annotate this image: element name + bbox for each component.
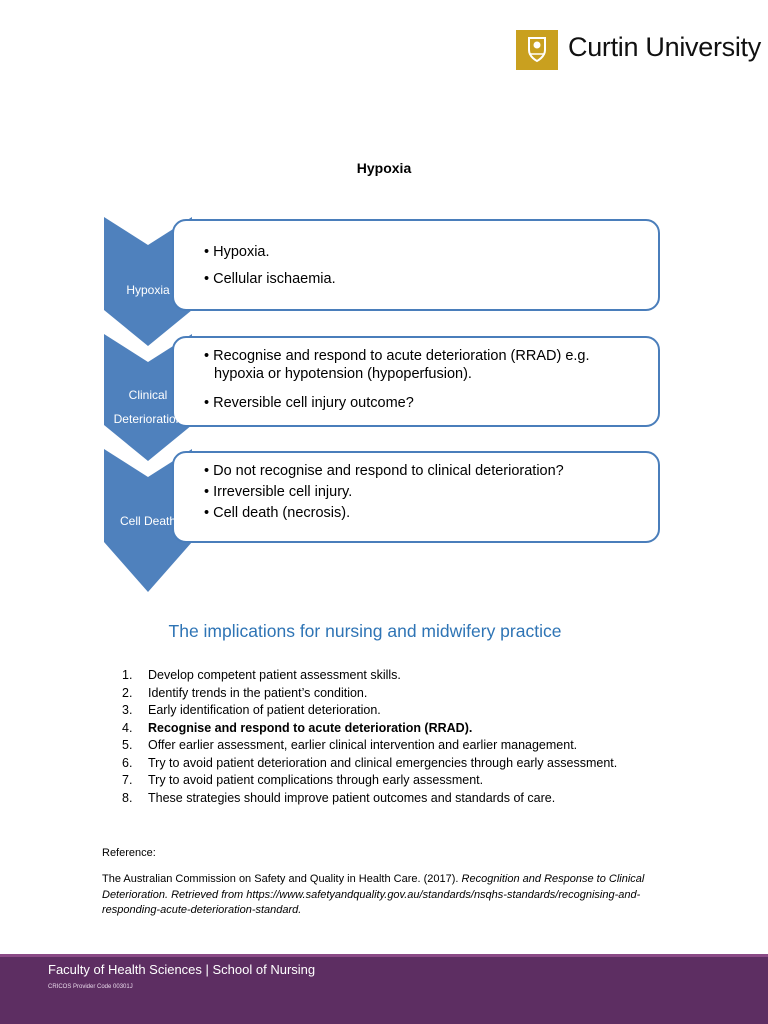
list-item: 3. Early identification of patient deterioration. (122, 703, 381, 717)
bullet-item: • Cellular ischaemia. (204, 271, 336, 287)
implications-list (122, 667, 662, 807)
stage-label-cell-death: Cell Death (119, 514, 177, 528)
stage-label-hypoxia: Hypoxia (126, 283, 170, 297)
cricos-code: CRICOS Provider Code 00301J (48, 984, 133, 990)
list-item: 4. Recognise and respond to acute deterioration (RRAD). (122, 720, 473, 735)
bullet-item: • Irreversible cell injury. (204, 484, 353, 500)
bullet-item: • Hypoxia. (204, 244, 270, 260)
reference-label: Reference: (102, 847, 156, 859)
bullet-item: • Recognise and respond to acute deterioration (RRAD) e.g. hypoxia or hypotension (hypoperfusion). (204, 348, 590, 382)
bullet-item: • Do not recognise and respond to clinical deterioration? (204, 463, 564, 479)
stage-box-clinical-deterioration (172, 336, 660, 427)
reference-italic: Recognition and Response to Clinical Deterioration. Retrieved from https://www.safetyandquality.gov.au/standards/nsqhs-standards/recognising-and-responding-acute-deterioration-standard. (102, 873, 645, 916)
logo-text: Curtin University (568, 32, 761, 62)
reference-plain: The Australian Commission on Safety and Quality in Health Care. (2017). (102, 873, 462, 885)
list-item: 2. Identify trends in the patient’s condition. (122, 685, 368, 700)
bullet-item: • Reversible cell injury outcome? (204, 395, 414, 411)
stage-box-hypoxia (172, 219, 660, 311)
list-item: 6. Try to avoid patient deterioration and clinical emergencies through early assessment. (122, 755, 618, 770)
list-item: 1. Develop competent patient assessment skills. (122, 668, 401, 682)
stage-label-clinical: Clinical (128, 388, 168, 402)
stage-box-cell-death (172, 451, 660, 543)
list-item: 7. Try to avoid patient complications through early assessment. (122, 773, 484, 787)
footer-text: Faculty of Health Sciences | School of Nursing (48, 962, 316, 977)
reference-text (102, 872, 662, 919)
list-item: 5. Offer earlier assessment, earlier clinical intervention and earlier management. (122, 738, 578, 752)
stage-label-deterioration: Deterioration (113, 412, 183, 426)
page-title: Hypoxia (356, 160, 412, 176)
section-heading: The implications for nursing and midwifery practice (168, 621, 562, 641)
list-item: 8. These strategies should improve patient outcomes and standards of care. (122, 790, 556, 805)
bullet-item: • Cell death (necrosis). (204, 505, 351, 521)
